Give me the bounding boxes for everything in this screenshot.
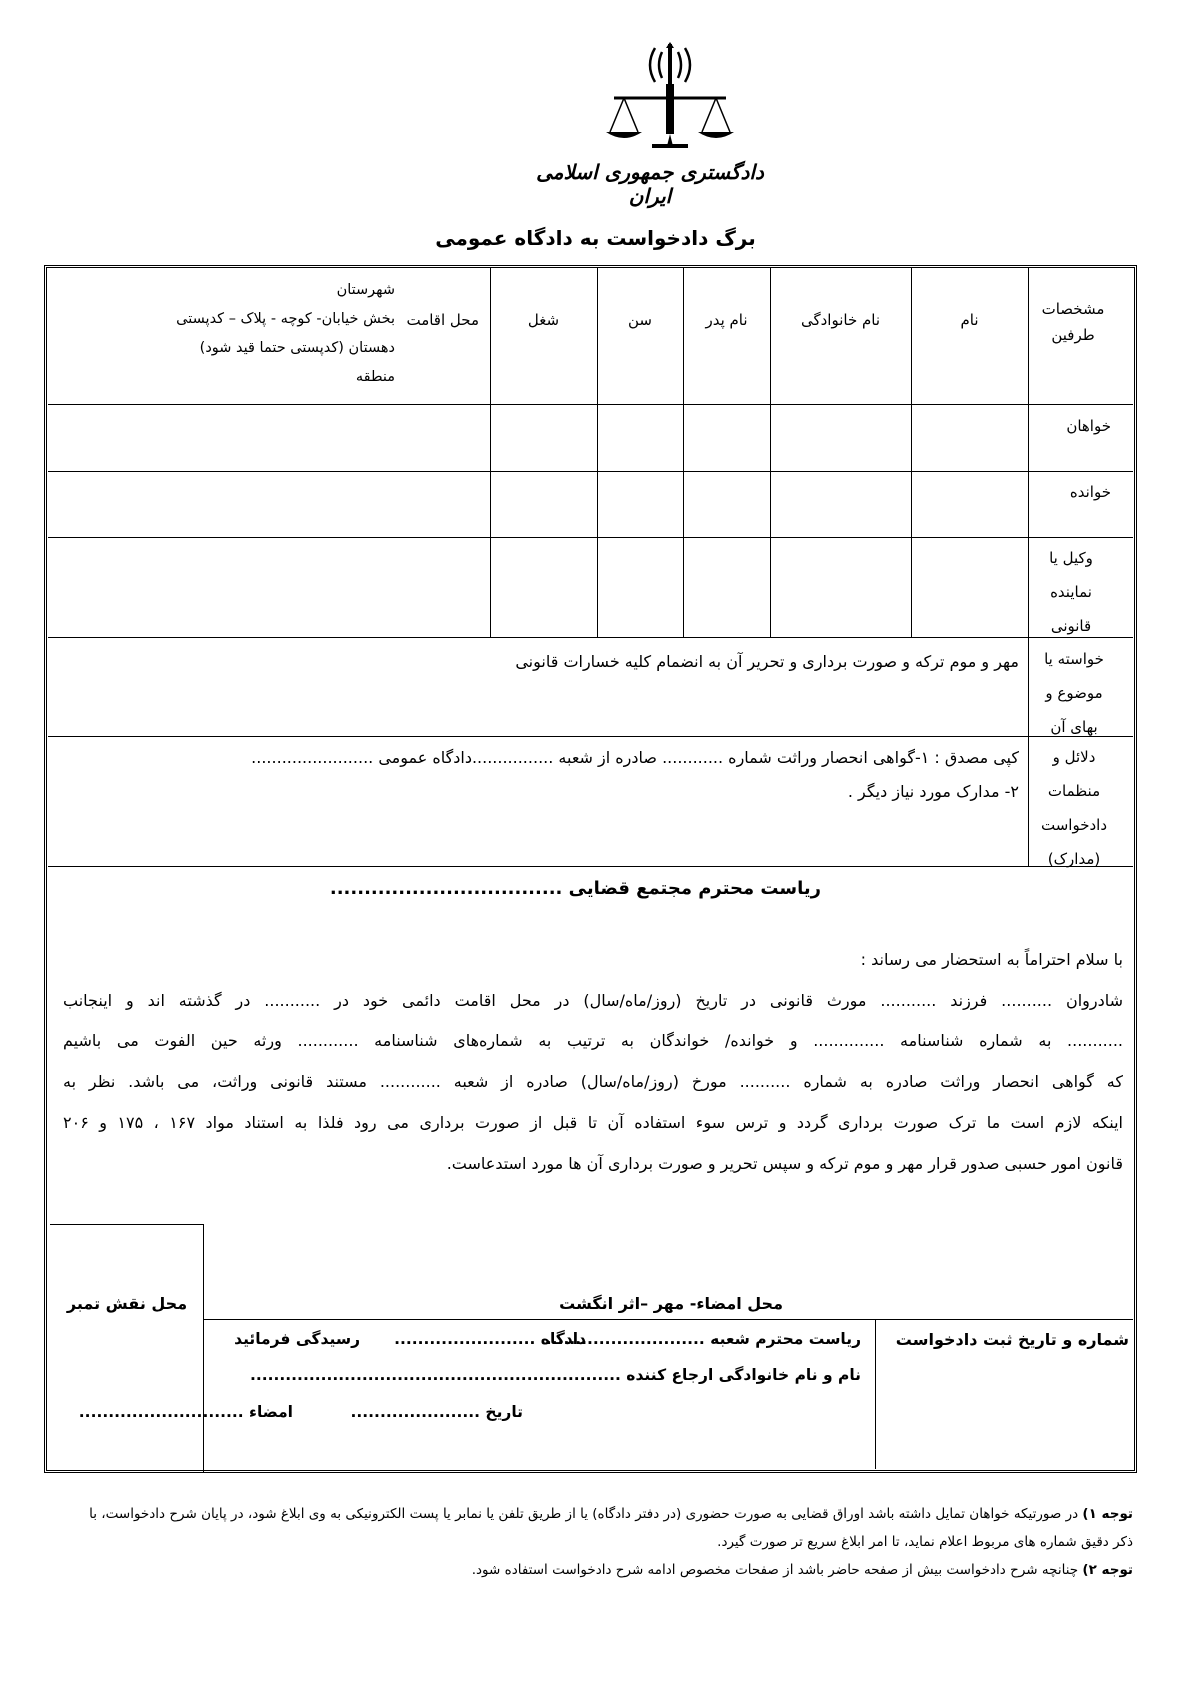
claim-label: خواسته یا موضوع و بهای آن — [1044, 650, 1104, 736]
header-specs: مشخصات طرفین — [1041, 300, 1105, 344]
header-last-name: نام خانوادگی — [800, 311, 881, 329]
header-job: شغل — [527, 311, 560, 329]
petition-line: که گواهی انحصار وراثت صادره به شماره .......... مورخ (روز/ماه/سال) صادره از شعبه ............ مستند قانونی وراثت، می باشد. نظر به — [63, 1072, 1123, 1091]
header-residence: محل اقامت — [406, 311, 479, 329]
header-age: سن — [628, 311, 652, 329]
column-divider — [1028, 268, 1029, 866]
rule — [48, 736, 1133, 737]
header-residence-details: شهرستان بخش خیابان- کوچه - پلاک – کدپستی دهستان (کدپستی حتما قید شود) منطقه — [176, 282, 395, 385]
signature-label: محل امضاء- مهر –اثر انگشت — [559, 1294, 783, 1313]
petition-line: ........... به شماره شناسنامه .............. و خوانده/ خواندگان به ترتیب به شماره‌های شناسنامه ............ ورثه حین الفوت می باشیم — [63, 1031, 1123, 1050]
referral-date: تاریخ ...................... — [350, 1403, 523, 1421]
referral-branch: ریاست محترم شعبه ........................... — [545, 1330, 861, 1348]
rule — [48, 537, 1133, 538]
note-2: توجه ۲) چنانچه شرح دادخواست بیش از صفحه حاضر باشد از صفحات مخصوص ادامه شرح دادخواست استفاده شود. — [471, 1562, 1133, 1578]
petition-line: قانون امور حسبی صدور قرار مهر و موم ترکه و سپس تحریر و صورت برداری آن ها مورد استدعاست. — [446, 1154, 1123, 1173]
rule — [48, 404, 1133, 405]
rule — [48, 866, 1133, 867]
header-father-name: نام پدر — [705, 311, 748, 329]
notes — [85, 1500, 1133, 1584]
petition-line: اینکه لازم است ما ترک صورت برداری گردد و ترس سوء استفاده آن تا قبل از صورت برداری می رود فلذا به استناد مواد ۱۶۷ ، ۱۷۵ و ۲۰۶ — [63, 1113, 1123, 1132]
registration-label: شماره و تاریخ ثبت دادخواست — [895, 1330, 1129, 1349]
row-label-attorney: وکیل یا نماینده قانونی — [1049, 549, 1093, 635]
row-label-defendant: خوانده — [1069, 483, 1111, 501]
judiciary-name: دادگستری جمهوری اسلامی ایران — [536, 160, 764, 208]
petition-greeting: با سلام احتراماً به استحضار می رساند : — [860, 950, 1123, 969]
rule — [48, 637, 1133, 638]
note-1: توجه ۱) در صورتیکه خواهان تمایل داشته باشد اوراق قضایی به صورت حضوری (در دفتر دادگاه) یا از طریق تلفن یا نمابر یا پست الکترونیکی به وی ابلاغ شود، در پایان شرح دادخواست، با ذکر دقیق شماره های مربوط اعلام نماید، تا امر ابلاغ سریع تر صورت گیرد. — [89, 1506, 1133, 1550]
evidence-label: دلائل و منظمات دادخواست (مدارک) — [1040, 748, 1107, 868]
stamp-box — [50, 1224, 204, 1472]
form-title: برگ دادخواست به دادگاه عمومی — [435, 226, 756, 250]
petition-salutation: ریاست محترم مجتمع قضایی .................................. — [329, 878, 821, 899]
row-label-plaintiff: خواهان — [1066, 417, 1111, 435]
stamp-place-label: محل نقش تمبر — [66, 1294, 188, 1313]
column-divider — [875, 1319, 876, 1469]
petition-line: شادروان .......... فرزند ........... مورث قانونی در تاریخ (روز/ماه/سال) در محل اقامت دائمی خود در ........... در گذشته اند و اینجانب — [63, 991, 1123, 1010]
referrer-name: نام و نام خانوادگی ارجاع کننده ............................................................... — [249, 1366, 861, 1384]
referral-action: رسیدگی فرمائید — [234, 1330, 360, 1348]
judiciary-emblem-icon — [600, 40, 740, 155]
header-first-name: نام — [960, 311, 979, 329]
form-frame — [44, 265, 1137, 1473]
rule — [48, 471, 1133, 472]
evidence-line-2: ۲- مدارک مورد نیاز دیگر . — [847, 782, 1019, 801]
evidence-line-1: کپی مصدق : ۱-گواهی انحصار وراثت شماره ............ صادره از شعبه ................دادگاه عمومی ........................ — [251, 748, 1019, 767]
claim-text: مهر و موم ترکه و صورت برداری و تحریر آن به انضمام کلیه خسارات قانونی — [515, 652, 1019, 671]
referral-signature: امضاء ............................ — [78, 1403, 293, 1421]
rule — [204, 1319, 1133, 1320]
referral-court: دادگاه ........................ — [394, 1330, 586, 1348]
